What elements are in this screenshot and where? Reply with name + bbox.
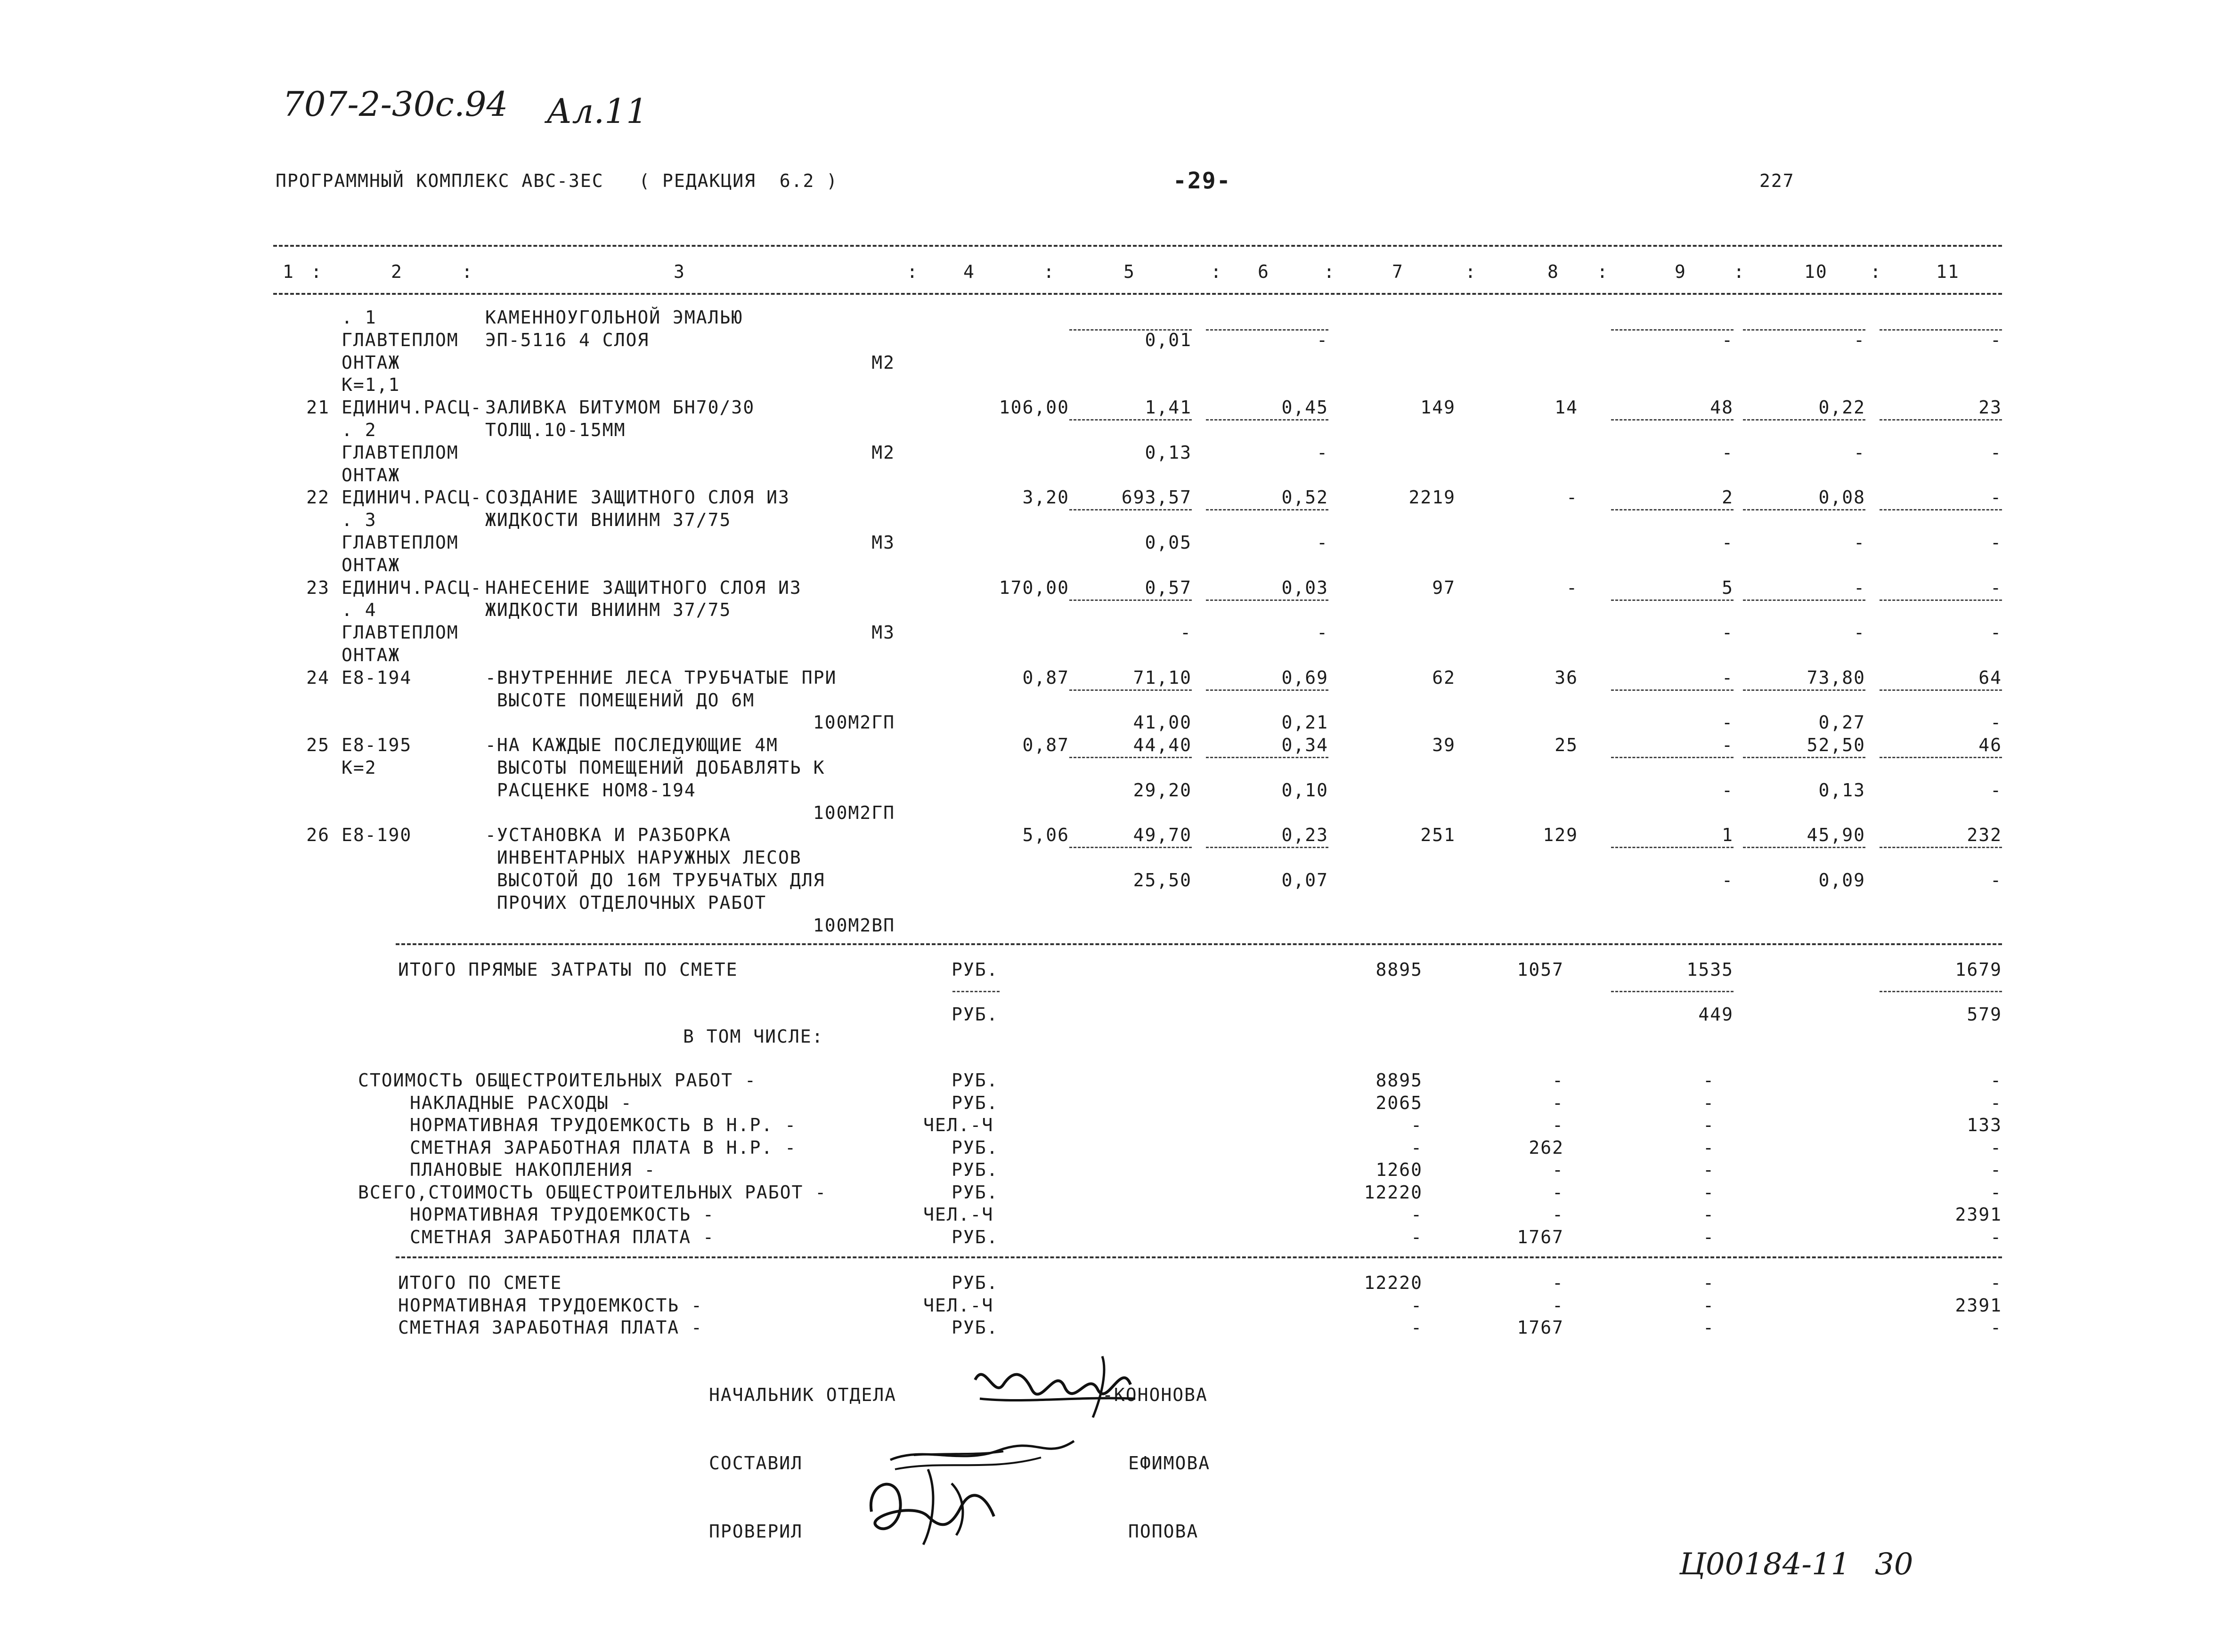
table-cell-c11: -	[1990, 532, 2002, 553]
table-cell-c5: 693,57	[1121, 487, 1192, 508]
cell-subrule	[1206, 509, 1328, 510]
cell-subrule	[1743, 419, 1865, 421]
summary-c11: -	[1990, 1070, 2002, 1091]
column-separator: :	[1211, 261, 1222, 282]
table-cell-c6: 0,10	[1281, 779, 1328, 801]
unit-underline	[952, 991, 1000, 992]
table-cell-c10: -	[1854, 532, 1865, 553]
summary-c9: -	[1703, 1115, 1715, 1135]
column-header-3: 3	[674, 261, 685, 282]
cell-subrule	[1069, 689, 1192, 691]
table-cell-unit: М2	[871, 352, 895, 373]
table-cell-c2: . 3	[342, 510, 377, 531]
table-cell-c10: 0,22	[1818, 397, 1865, 418]
table-cell-c2: К=1,1	[342, 374, 400, 396]
table-cell-c6: -	[1317, 442, 1328, 463]
summary-c11: -	[1990, 1182, 2002, 1203]
header-rule-bottom	[273, 293, 2002, 295]
table-cell-c6: 0,34	[1281, 735, 1328, 756]
table-cell-c2: ОНТАЖ	[342, 554, 400, 575]
summary-label: СМЕТНАЯ ЗАРАБОТНАЯ ПЛАТА В Н.Р. -	[410, 1137, 797, 1158]
cell-subrule	[1611, 847, 1734, 848]
cell-subrule	[1880, 509, 2002, 510]
final-c7: -	[1411, 1295, 1423, 1316]
c9-underline	[1611, 991, 1734, 992]
final-label: СМЕТНАЯ ЗАРАБОТНАЯ ПЛАТА -	[398, 1317, 703, 1338]
table-cell-c1: 25	[306, 735, 330, 756]
column-header-5: 5	[1123, 261, 1135, 282]
table-cell-c10: 0,08	[1818, 487, 1865, 508]
summary-c9: -	[1703, 1182, 1715, 1203]
column-separator: :	[1324, 261, 1335, 282]
summary-c8: 262	[1529, 1137, 1564, 1158]
table-cell-c3: КАМЕННОУГОЛЬНОЙ ЭМАЛЬЮ	[485, 307, 743, 328]
direct-costs-c7: 8895	[1375, 959, 1423, 980]
cell-subrule	[1880, 599, 2002, 601]
table-cell-c2: ЕДИНИЧ.РАСЦ-	[342, 577, 482, 598]
sign-name-head: -КОНОНОВА	[1102, 1385, 1208, 1405]
table-cell-c11: 232	[1967, 825, 2002, 846]
cell-subrule	[1743, 847, 1865, 848]
table-cell-c6: 0,03	[1281, 577, 1328, 598]
summary-c8: -	[1552, 1182, 1564, 1203]
summary-label: НОРМАТИВНАЯ ТРУДОЕМКОСТЬ -	[410, 1204, 715, 1225]
table-cell-c7: 2219	[1408, 487, 1456, 508]
table-cell-c2: Е8-190	[342, 825, 412, 846]
direct-costs-c8: 1057	[1517, 959, 1564, 980]
table-cell-c5: 71,10	[1133, 667, 1192, 688]
sign-role-checked: ПРОВЕРИЛ	[709, 1521, 803, 1542]
table-cell-c8: 36	[1554, 667, 1578, 688]
table-cell-c7: 251	[1420, 825, 1456, 846]
table-cell-c3: ЗАЛИВКА БИТУМОМ БН70/30	[485, 397, 755, 418]
table-cell-c4: 3,20	[1022, 487, 1069, 508]
final-c7: 12220	[1364, 1272, 1423, 1293]
table-cell-c10: 52,50	[1807, 735, 1865, 756]
table-cell-c10: -	[1854, 577, 1865, 598]
cell-subrule	[1611, 689, 1734, 691]
summary-label: ВСЕГО,СТОИМОСТЬ ОБЩЕСТРОИТЕЛЬНЫХ РАБОТ -	[358, 1182, 827, 1203]
summary-c11: -	[1990, 1159, 2002, 1180]
table-cell-c3: ЭП-5116 4 СЛОЯ	[485, 329, 650, 350]
table-cell-c2: ГЛАВТЕПЛОМ	[342, 622, 459, 643]
summary-c8: -	[1552, 1159, 1564, 1180]
table-cell-c5: 0,01	[1145, 329, 1192, 350]
table-cell-c3: ВЫСОТЕ ПОМЕЩЕНИЙ ДО 6М	[485, 689, 755, 711]
table-cell-c7: 62	[1432, 667, 1456, 688]
summary-c8: -	[1552, 1092, 1564, 1113]
final-c8: 1767	[1517, 1317, 1564, 1338]
cell-subrule	[1880, 689, 2002, 691]
table-cell-c11: -	[1990, 487, 2002, 508]
handwritten-code: 707-2-30с.94	[283, 84, 508, 124]
table-cell-c9: -	[1722, 622, 1734, 643]
summary-c11: 133	[1967, 1115, 2002, 1135]
table-cell-c2: ОНТАЖ	[342, 464, 400, 486]
table-cell-c6: 0,69	[1281, 667, 1328, 688]
table-cell-c7: 97	[1432, 577, 1456, 598]
summary-c7: -	[1411, 1115, 1423, 1135]
column-separator: :	[462, 261, 473, 282]
direct-costs-unit: РУБ.	[952, 959, 999, 980]
table-cell-c11: 46	[1978, 735, 2002, 756]
column-separator: :	[1043, 261, 1055, 282]
summary-c9: -	[1703, 1204, 1715, 1225]
column-header-2: 2	[391, 261, 403, 282]
table-cell-c5: 25,50	[1133, 870, 1192, 891]
table-cell-c6: -	[1317, 329, 1328, 350]
table-cell-c11: -	[1990, 577, 2002, 598]
summary-c7: 12220	[1364, 1182, 1423, 1203]
table-cell-c10: 0,13	[1818, 779, 1865, 801]
table-cell-c9: -	[1722, 442, 1734, 463]
table-cell-c5: -	[1180, 622, 1192, 643]
final-c9: -	[1703, 1317, 1715, 1338]
table-cell-c8: 25	[1554, 735, 1578, 756]
cell-subrule	[1206, 419, 1328, 421]
table-cell-c8: 14	[1554, 397, 1578, 418]
stamp-code: Ц00184-11	[1679, 1547, 1850, 1582]
cell-subrule	[1206, 847, 1328, 848]
column-separator: :	[907, 261, 919, 282]
direct-costs-c11: 1679	[1955, 959, 2002, 980]
column-header-11: 11	[1936, 261, 1960, 282]
table-cell-c10: 0,27	[1818, 712, 1865, 733]
cell-subrule	[1206, 689, 1328, 691]
sub-c9: 449	[1698, 1004, 1734, 1025]
table-cell-c2: ГЛАВТЕПЛОМ	[342, 329, 459, 350]
cell-subrule	[1880, 847, 2002, 848]
table-cell-c5: 0,57	[1145, 577, 1192, 598]
table-cell-c6: 0,45	[1281, 397, 1328, 418]
table-cell-c10: -	[1854, 622, 1865, 643]
table-cell-c3: РАСЦЕНКЕ НОМ8-194	[485, 779, 696, 801]
final-label: ИТОГО ПО СМЕТЕ	[398, 1272, 562, 1293]
summary-c7: -	[1411, 1226, 1423, 1247]
table-cell-c6: 0,07	[1281, 870, 1328, 891]
table-cell-c2: ЕДИНИЧ.РАСЦ-	[342, 397, 482, 418]
final-unit: РУБ.	[952, 1317, 999, 1338]
final-rule	[396, 1256, 2002, 1258]
table-cell-c2: ЕДИНИЧ.РАСЦ-	[342, 487, 482, 508]
table-cell-c3: -НА КАЖДЫЕ ПОСЛЕДУЮЩИЕ 4М	[485, 735, 778, 756]
table-cell-unit: 100М2ГП	[813, 802, 895, 823]
column-separator: :	[1734, 261, 1745, 282]
table-cell-c11: 64	[1978, 667, 2002, 688]
sign-name-checked: ПОПОВА	[1128, 1521, 1199, 1542]
summary-c9: -	[1703, 1226, 1715, 1247]
final-c8: -	[1552, 1295, 1564, 1316]
table-cell-c11: -	[1990, 712, 2002, 733]
final-c7: -	[1411, 1317, 1423, 1338]
table-cell-c3: ИНВЕНТАРНЫХ НАРУЖНЫХ ЛЕСОВ	[485, 847, 802, 868]
table-cell-c4: 0,87	[1022, 667, 1069, 688]
final-unit: РУБ.	[952, 1272, 999, 1293]
final-c8: -	[1552, 1272, 1564, 1293]
final-c11: 2391	[1955, 1295, 2002, 1316]
final-c11: -	[1990, 1317, 2002, 1338]
column-separator: :	[1597, 261, 1609, 282]
table-cell-c9: -	[1722, 667, 1734, 688]
table-cell-c2: К=2	[342, 757, 377, 778]
table-cell-c4: 106,00	[999, 397, 1069, 418]
table-cell-c5: 44,40	[1133, 735, 1192, 756]
column-header-4: 4	[963, 261, 975, 282]
cell-subrule	[1206, 599, 1328, 601]
summary-c7: -	[1411, 1204, 1423, 1225]
cell-subrule	[1069, 757, 1192, 758]
table-cell-c5: 29,20	[1133, 779, 1192, 801]
table-cell-c3: ВЫСОТОЙ ДО 16М ТРУБЧАТЫХ ДЛЯ	[485, 870, 825, 891]
column-separator: :	[311, 261, 323, 282]
table-cell-c3: ЖИДКОСТИ ВНИИНМ 37/75	[485, 599, 732, 621]
summary-c7: 2065	[1375, 1092, 1423, 1113]
table-cell-c1: 22	[306, 487, 330, 508]
cell-subrule	[1206, 329, 1328, 331]
summary-c9: -	[1703, 1092, 1715, 1113]
direct-costs-c9: 1535	[1686, 959, 1734, 980]
table-cell-c6: 0,23	[1281, 825, 1328, 846]
cell-subrule	[1611, 757, 1734, 758]
table-cell-c1: 24	[306, 667, 330, 688]
table-cell-c2: ГЛАВТЕПЛОМ	[342, 532, 459, 553]
table-cell-c8: 129	[1543, 825, 1578, 846]
cell-subrule	[1069, 509, 1192, 510]
column-header-6: 6	[1258, 261, 1270, 282]
cell-subrule	[1611, 599, 1734, 601]
summary-unit: РУБ.	[952, 1182, 999, 1203]
table-cell-c10: 73,80	[1807, 667, 1865, 688]
summary-unit: РУБ.	[952, 1137, 999, 1158]
table-cell-c9: -	[1722, 870, 1734, 891]
summary-c8: 1767	[1517, 1226, 1564, 1247]
table-cell-c11: -	[1990, 870, 2002, 891]
table-cell-c11: -	[1990, 779, 2002, 801]
header-rule-top	[273, 245, 2002, 247]
summary-unit: ЧЕЛ.-Ч	[923, 1204, 994, 1225]
cell-subrule	[1880, 419, 2002, 421]
table-cell-c6: 0,52	[1281, 487, 1328, 508]
column-header-7: 7	[1392, 261, 1404, 282]
table-cell-c3: -ВНУТРЕННИЕ ЛЕСА ТРУБЧАТЫЕ ПРИ	[485, 667, 837, 688]
summary-c11: 2391	[1955, 1204, 2002, 1225]
table-cell-c1: 26	[306, 825, 330, 846]
cell-subrule	[1743, 689, 1865, 691]
cell-subrule	[1611, 329, 1734, 331]
cell-subrule	[1743, 757, 1865, 758]
summary-unit: РУБ.	[952, 1159, 999, 1180]
cell-subrule	[1611, 419, 1734, 421]
table-cell-c9: -	[1722, 779, 1734, 801]
cell-subrule	[1743, 599, 1865, 601]
column-header-1: 1	[283, 261, 294, 282]
table-cell-c2: . 1	[342, 307, 377, 328]
table-cell-c6: 0,21	[1281, 712, 1328, 733]
table-cell-c4: 0,87	[1022, 735, 1069, 756]
table-cell-unit: М2	[871, 442, 895, 463]
summary-c9: -	[1703, 1159, 1715, 1180]
document-number: 227	[1759, 170, 1795, 191]
table-cell-c2: ОНТАЖ	[342, 645, 400, 665]
cell-subrule	[1743, 329, 1865, 331]
table-cell-c1: 23	[306, 577, 330, 598]
table-cell-c3: ТОЛЩ.10-15ММ	[485, 420, 626, 440]
sub-unit: РУБ.	[952, 1004, 999, 1025]
cell-subrule	[1880, 757, 2002, 758]
table-cell-c3: -УСТАНОВКА И РАЗБОРКА	[485, 825, 732, 846]
table-cell-c9: 2	[1722, 487, 1734, 508]
summary-label: СТОИМОСТЬ ОБЩЕСТРОИТЕЛЬНЫХ РАБОТ -	[358, 1070, 757, 1091]
program-title: ПРОГРАММНЫЙ КОМПЛЕКС АВС-ЗЕС ( РЕДАКЦИЯ 6.2 )	[276, 170, 838, 191]
cell-subrule	[1069, 847, 1192, 848]
table-cell-c5: 49,70	[1133, 825, 1192, 846]
table-cell-unit: 100М2ВП	[813, 915, 895, 936]
table-cell-c11: -	[1990, 442, 2002, 463]
summary-c8: -	[1552, 1115, 1564, 1135]
table-cell-c10: 0,09	[1818, 870, 1865, 891]
table-cell-c2: ГЛАВТЕПЛОМ	[342, 442, 459, 463]
table-cell-c8: -	[1566, 487, 1578, 508]
table-cell-c5: 1,41	[1145, 397, 1192, 418]
table-cell-c2: . 4	[342, 599, 377, 621]
summary-c11: -	[1990, 1137, 2002, 1158]
table-cell-c2: Е8-194	[342, 667, 412, 688]
totals-rule	[396, 943, 2002, 945]
table-cell-unit: 100М2ГП	[813, 712, 895, 733]
final-c9: -	[1703, 1272, 1715, 1293]
summary-label: ПЛАНОВЫЕ НАКОПЛЕНИЯ -	[410, 1159, 656, 1180]
sign-role-compiled: СОСТАВИЛ	[709, 1453, 803, 1474]
table-cell-c8: -	[1566, 577, 1578, 598]
table-cell-c4: 170,00	[999, 577, 1069, 598]
table-cell-c7: 149	[1420, 397, 1456, 418]
summary-unit: РУБ.	[952, 1070, 999, 1091]
cell-subrule	[1069, 419, 1192, 421]
table-cell-c3: НАНЕСЕНИЕ ЗАЩИТНОГО СЛОЯ ИЗ	[485, 577, 802, 598]
table-cell-c9: 48	[1710, 397, 1734, 418]
sign-role-head: НАЧАЛЬНИК ОТДЕЛА	[709, 1385, 897, 1405]
table-cell-c9: 5	[1722, 577, 1734, 598]
in-that-label: В ТОМ ЧИСЛЕ:	[683, 1026, 824, 1047]
cell-subrule	[1743, 509, 1865, 510]
final-c11: -	[1990, 1272, 2002, 1293]
summary-c9: -	[1703, 1137, 1715, 1158]
column-separator: :	[1870, 261, 1882, 282]
table-cell-c6: -	[1317, 622, 1328, 643]
table-cell-c10: -	[1854, 329, 1865, 350]
cell-subrule	[1206, 757, 1328, 758]
column-header-9: 9	[1675, 261, 1686, 282]
table-cell-c5: 0,13	[1145, 442, 1192, 463]
final-c9: -	[1703, 1295, 1715, 1316]
table-cell-c9: -	[1722, 329, 1734, 350]
table-cell-c11: -	[1990, 622, 2002, 643]
table-cell-c5: 0,05	[1145, 532, 1192, 553]
final-label: НОРМАТИВНАЯ ТРУДОЕМКОСТЬ -	[398, 1295, 703, 1316]
signature-head	[966, 1352, 1145, 1422]
summary-c7: -	[1411, 1137, 1423, 1158]
summary-c8: -	[1552, 1070, 1564, 1091]
summary-c7: 8895	[1375, 1070, 1423, 1091]
summary-c7: 1260	[1375, 1159, 1423, 1180]
column-header-8: 8	[1547, 261, 1559, 282]
cell-subrule	[1880, 329, 2002, 331]
summary-label: НАКЛАДНЫЕ РАСХОДЫ -	[410, 1092, 633, 1113]
summary-c9: -	[1703, 1070, 1715, 1091]
table-cell-c3: ПРОЧИХ ОТДЕЛОЧНЫХ РАБОТ	[485, 892, 767, 913]
column-separator: :	[1465, 261, 1477, 282]
table-cell-unit: М3	[871, 532, 895, 553]
summary-c8: -	[1552, 1204, 1564, 1225]
table-cell-c10: -	[1854, 442, 1865, 463]
cell-subrule	[1069, 599, 1192, 601]
table-cell-c2: Е8-195	[342, 735, 412, 756]
sign-name-compiled: ЕФИМОВА	[1128, 1453, 1211, 1474]
table-cell-c11: -	[1990, 329, 2002, 350]
table-cell-c9: 1	[1722, 825, 1734, 846]
summary-label: СМЕТНАЯ ЗАРАБОТНАЯ ПЛАТА -	[410, 1226, 715, 1247]
table-cell-c9: -	[1722, 735, 1734, 756]
page-number: -29-	[1173, 168, 1231, 194]
table-cell-c3: ЖИДКОСТИ ВНИИНМ 37/75	[485, 510, 732, 531]
table-cell-c3: ВЫСОТЫ ПОМЕЩЕНИЙ ДОБАВЛЯТЬ К	[485, 757, 825, 778]
table-cell-c5: 41,00	[1133, 712, 1192, 733]
cell-subrule	[1611, 509, 1734, 510]
summary-unit: ЧЕЛ.-Ч	[923, 1115, 994, 1135]
table-cell-unit: М3	[871, 622, 895, 643]
table-cell-c2: ОНТАЖ	[342, 352, 400, 373]
table-cell-c1: 21	[306, 397, 330, 418]
direct-costs-label: ИТОГО ПРЯМЫЕ ЗАТРАТЫ ПО СМЕТЕ	[398, 959, 738, 980]
handwritten-sheet: Ал.11	[546, 91, 648, 131]
table-cell-c9: -	[1722, 532, 1734, 553]
table-cell-c2: . 2	[342, 420, 377, 440]
table-cell-c4: 5,06	[1022, 825, 1069, 846]
table-cell-c6: -	[1317, 532, 1328, 553]
summary-c11: -	[1990, 1092, 2002, 1113]
sub-c11: 579	[1967, 1004, 2002, 1025]
table-cell-c9: -	[1722, 712, 1734, 733]
signature-checked	[857, 1455, 1027, 1549]
table-cell-c10: 45,90	[1807, 825, 1865, 846]
final-unit: ЧЕЛ.-Ч	[923, 1295, 994, 1316]
column-header-10: 10	[1804, 261, 1828, 282]
summary-c11: -	[1990, 1226, 2002, 1247]
summary-label: НОРМАТИВНАЯ ТРУДОЕМКОСТЬ В Н.Р. -	[410, 1115, 797, 1135]
summary-unit: РУБ.	[952, 1092, 999, 1113]
table-cell-c3: СОЗДАНИЕ ЗАЩИТНОГО СЛОЯ ИЗ	[485, 487, 790, 508]
stamp-page: 30	[1875, 1547, 1913, 1582]
table-cell-c7: 39	[1432, 735, 1456, 756]
table-cell-c11: 23	[1978, 397, 2002, 418]
summary-unit: РУБ.	[952, 1226, 999, 1247]
c11-underline	[1880, 991, 2002, 992]
